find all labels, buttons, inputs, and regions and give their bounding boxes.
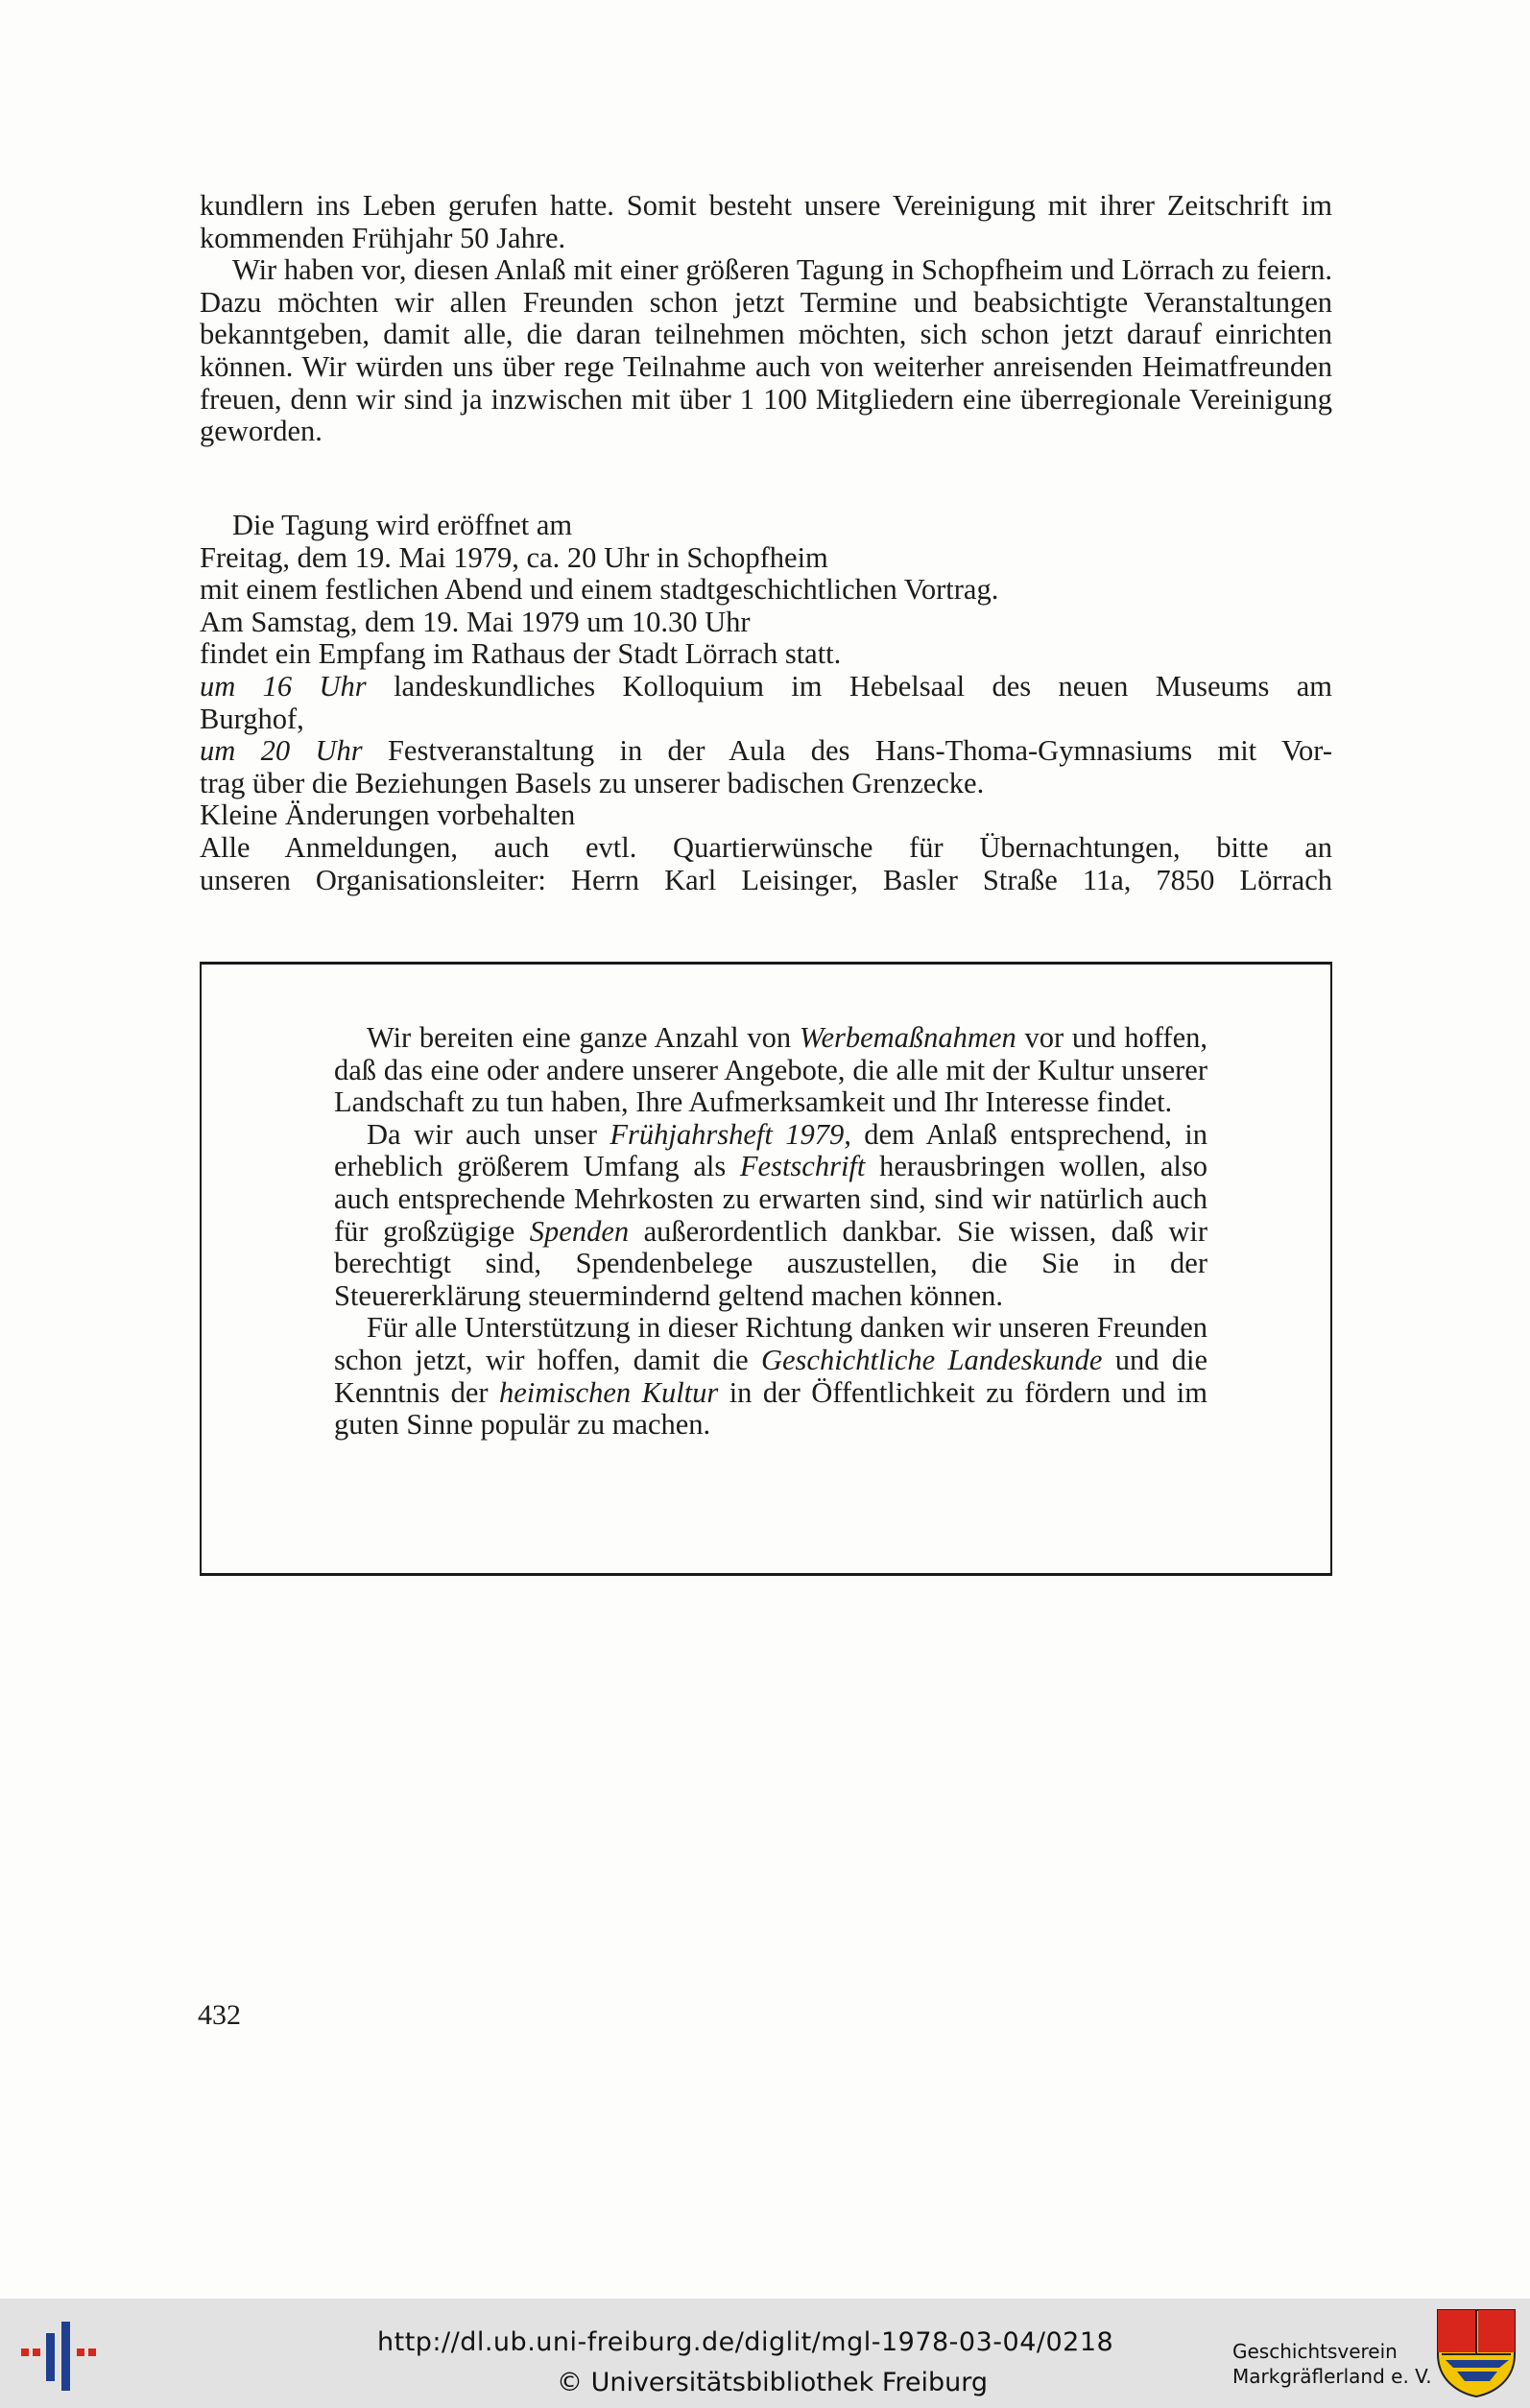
notice-box [200, 962, 1332, 1576]
notice-text: vor und hoffen, daß das eine oder andere unserer Angebote, die alle mit der Kultur unserer Landschaft zu tun haben, Ihre Aufmerksamkeit und Ihr Interesse findet. [334, 1021, 1207, 1119]
intro-paragraph-2: Wir haben vor, diesen Anlaß mit einer größeren Tagung in Schopfheim und Lörrach zu feiern. Dazu möchten wir allen Freunden schon jetzt Termine und beabsichtigte Veranstaltungen bekanntgeben, damit alle, die daran teilnehmen möchten, sich schon jetzt darauf einrichten können. Wir würden uns über rege Teilnahme auch von weiterher anreisenden Heimatfreunden freuen, denn wir sind ja inzwischen mit über 1 100 Mitgliedern eine überregionale Vereinigung geworden. [200, 253, 1332, 448]
notice-text: in der Öffentlichkeit zu fördern und im guten Sinne populär zu machen. [334, 1375, 1207, 1442]
program-line [200, 735, 1332, 768]
publisher-name [1232, 2339, 1432, 2389]
copyright-text: © Universitätsbibliothek Freiburg [557, 2368, 989, 2397]
program-section [200, 510, 1332, 896]
notice-emphasis: Spenden [529, 1214, 630, 1248]
program-line: Kleine Änderungen vorbehalten [200, 799, 576, 832]
program-line: findet ein Empfang im Rathaus der Stadt Lörrach statt. [200, 637, 842, 671]
program-text: landeskundliches Kolloquium im Hebelsaal des neuen Museums am [366, 669, 1332, 703]
program-line: trag über die Beziehungen Basels zu unserer badischen Grenzecke. [200, 766, 985, 799]
notice-text: herausbringen wollen, also auch entsprechende Mehrkosten zu erwarten sind, sind wir natürlich auch für großzügige [334, 1150, 1207, 1248]
program-line [200, 671, 1332, 703]
notice-emphasis: Festschrift [739, 1150, 866, 1183]
program-time: um 16 Uhr [200, 669, 367, 703]
notice-text: Wir bereiten eine ganze Anzahl von [367, 1021, 800, 1054]
publisher-line-2: Markgräflerland e. V. [1232, 2365, 1432, 2388]
program-line: Am Samstag, dem 19. Mai 1979 um 10.30 Uhr [200, 605, 751, 638]
notice-emphasis: Geschichtliche Landeskunde [760, 1343, 1103, 1376]
program-line: Freitag, dem 19. Mai 1979, ca. 20 Uhr in Schopfheim [200, 540, 828, 574]
notice-emphasis: Werbemaßnahmen [799, 1021, 1016, 1054]
notice-text: dem Anlaß entsprechend, in erheblich größerem Umfang als [334, 1117, 1208, 1183]
notice-box-text [334, 1022, 1207, 1442]
notice-paragraph-2 [334, 1119, 1207, 1313]
document-url-link[interactable]: http://dl.ub.uni-freiburg.de/diglit/mgl-1978-03-04/0218 [377, 2327, 1114, 2357]
notice-text: Da wir auch unser [367, 1117, 610, 1151]
program-line: unseren Organisationsleiter: Herrn Karl Leisinger, Basler Straße 11a, 7850 Lörrach [200, 863, 1332, 896]
program-line: Burghof, [200, 702, 304, 735]
notice-text: und die Kenntnis der [334, 1343, 1207, 1409]
notice-emphasis: Frühjahrsheft 1979, [610, 1117, 851, 1151]
coat-of-arms-icon [1436, 2308, 1517, 2398]
viewer-footer [0, 2299, 1530, 2408]
notice-emphasis: heimischen Kultur [498, 1375, 719, 1409]
program-line: mit einem festlichen Abend und einem stadtgeschichtlichen Vortrag. [200, 573, 999, 607]
notice-paragraph-3 [334, 1312, 1207, 1441]
program-line: Alle Anmeldungen, auch evtl. Quartierwünsche für Übernachtungen, bitte an [200, 830, 1332, 864]
program-time: um 20 Uhr [200, 734, 363, 768]
publisher-line-1: Geschichtsverein [1232, 2340, 1398, 2363]
intro-section [200, 190, 1332, 448]
page-number: 432 [198, 1999, 241, 2031]
notice-text: Für alle Unterstützung in dieser Richtung danken wir unseren Freunden schon jetzt, wir hoffen, damit die [334, 1311, 1207, 1376]
notice-text: außerordentlich dankbar. Sie wissen, daß wir berechtigt sind, Spendenbelege auszustellen, die Sie in der Steuererklärung steuermindernd geltend machen können. [334, 1214, 1207, 1312]
ub-freiburg-logo-icon[interactable] [21, 2320, 98, 2393]
intro-paragraph-1: kundlern ins Leben gerufen hatte. Somit besteht unsere Vereinigung mit ihrer Zeitschrift im kommenden Frühjahr 50 Jahre. [200, 189, 1332, 254]
program-text: Festveranstaltung in der Aula des Hans-Thoma-Gymnasiums mit Vor- [362, 734, 1332, 768]
program-line: Die Tagung wird eröffnet am [232, 509, 573, 541]
notice-paragraph-1 [334, 1022, 1207, 1119]
